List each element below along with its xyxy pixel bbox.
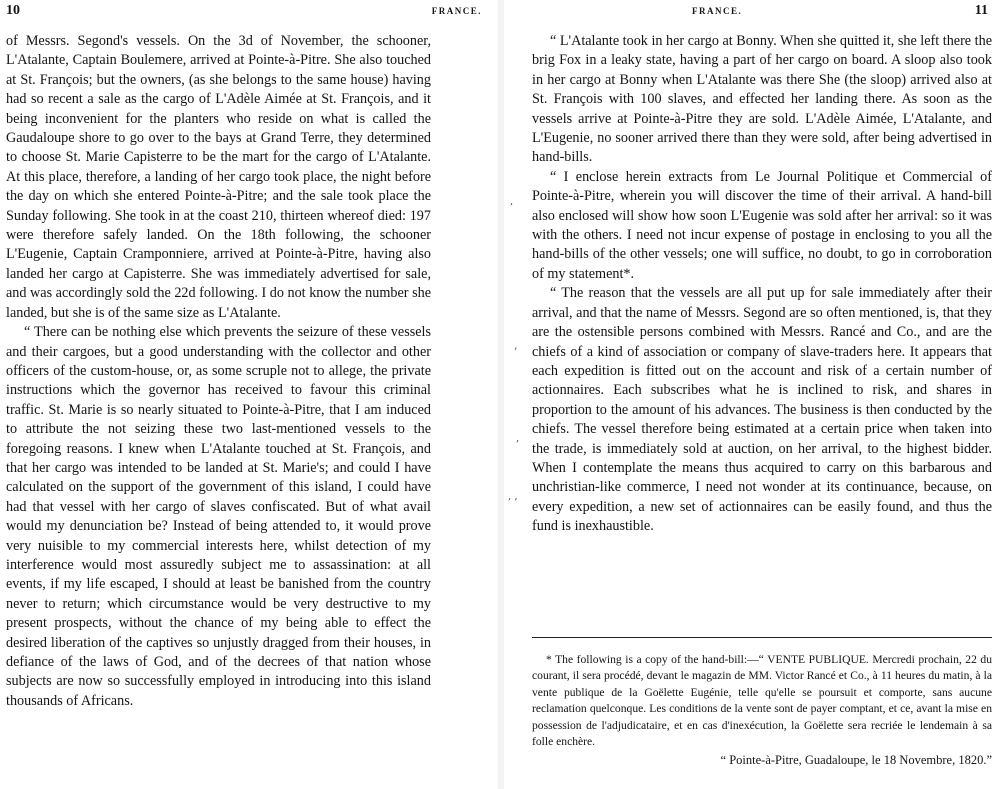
left-paragraph-1: of Messrs. Segond's vessels. On the 3d of November, the schooner, L'Atalante, Captain Boulemere, arrived at Pointe-à-Pitre. She also touched at St. François; but the owners, (as she belongs to the same house) having had so recent a sale as the cargo of L'Adèle Aimée at St. François, and it being inconvenient for the planters who reside on what is called the Gaudaloupe shore to go over to the bays at Grand Terre, they determined to choose St. Marie Capisterre to be the mart for the cargo of L'Atalante. At this place, therefore, a landing of her cargo took place, the night before the day on which she entered Pointe-à-Pitre; and the sale took place the Sunday following. She took in at the coast 210, thirteen whereof died: 197 were therefore safely landed. On the 18th following, the schooner L'Eugenie, Captain Cramponniere, arrived at Pointe-à-Pitre, having also landed her cargo at Capisterre. She was immediately advertised for sale, and was accordingly sold the 22d following. I do not know the number she landed, but she is of the same size as L'Atalante.: [6, 33, 431, 321]
right-body-text: [532, 32, 992, 537]
gutter-mark: ‚ ‚: [508, 491, 518, 502]
left-paragraph-2: “ There can be nothing else which prevents the seizure of these vessels and their cargoes, but a good understanding with the collector and other officers of the custom-house, or, as some scruple not to allege, the private instructions which the governor has received to favour this criminal traffic. St. Marie is so nearly situated to Pointe-à-Pitre, that I am induced to attribute the not seizing these two last-mentioned vessels to the foregoing reasons. I knew when L'Atalante touched at St. François, and that her cargo was intended to be landed at St. Marie's; and could I have calculated on the support of the government of this island, I could have had that vessel with her cargo of slaves confiscated. But of what avail would my denunciation be? Instead of being attended to, it would prove very nuisible to my commercial interests here, whilst detection of my interference would most assuredly subject me to assassination: at all events, if my life escaped, I should at least be banished from the country never to return; which circumstance would be very destructive to my present prospects, without the chance of my being able to effect the desired liberation of the captives so unjustly dragged from their houses, in defiance of the laws of God, and of the decrees of that nation whose subjects are now so successfully employed in introducing into this island thousands of Africans.: [6, 324, 431, 709]
right-page-header: [532, 3, 988, 19]
footnote-dateline: “ Pointe-à-Pitre, Guadaloupe, le 18 Novembre, 1820.”: [720, 753, 992, 768]
gutter-mark: ,: [510, 196, 514, 207]
footnote-text: * The following is a copy of the hand-bill:—“ VENTE PUBLIQUE. Mercredi prochain, 22 du courant, il sera procédé, devant le magazin de MM. Victor Rancé et Co., à 11 heures du matin, à la vente publique de la Goëlette Eugénie, telle qu'elle se poursuit et comporte, sans aucune reclamation quelconque. Les conditions de la vente sont de payer comptant, et ce, avant la mise en possession de l'adjudicataire, et en cas d'inexécution, la Goëlette sera recriée le lendemain à sa folle enchère.: [532, 653, 992, 749]
right-page-number: 11: [974, 3, 988, 18]
left-page-header: [6, 3, 482, 19]
left-page-number: 10: [6, 3, 20, 18]
right-paragraph-2: “ I enclose herein extracts from Le Journal Politique et Commercial of Pointe-à-Pitre, wherein you will discover the time of their arrival. A hand-bill also enclosed will show how soon L'Eugenie was sold after her arrival: so it was with the others. I need not incur expense of postage in enclosing to you all the hand-bills of the other vessels; one will suffice, no doubt, to go in corroboration of my statement*.: [532, 168, 992, 282]
right-page: [504, 0, 1000, 789]
left-page: [0, 0, 498, 789]
left-body-text: [6, 32, 431, 711]
gutter-mark: ’: [514, 347, 518, 358]
footnote: [532, 652, 992, 769]
right-paragraph-3: “ The reason that the vessels are all put up for sale immediately after their arrival, and that the name of Messrs. Segond are so often mentioned, is, that they are the ostensible persons combined with Messrs. Rancé and Co., and are the chiefs of a kind of association or company of slave-traders here. It appears that each expedition is fitted out on the account and risk of a certain number of actionnaires. Each subscribes what he is inclined to risk, and shares in proportion to the amount of his advances. The business is then conducted by the chiefs. The vessel therefore being estimated at a certain price when taken into the trade, is immediately sold at auction, on her arrival, to the highest bidder. When I contemplate the means thus acquired to carry on this barbarous and unchristian-like commerce, I need not wonder at its continuance, because, on every expedition, a new set of actionnaires can be easily found, and thus the fund is inexhaustible.: [532, 285, 992, 535]
footnote-rule: [532, 637, 992, 638]
right-running-head: FRANCE.: [692, 6, 743, 16]
left-running-head: FRANCE.: [431, 6, 482, 16]
right-paragraph-1: “ L'Atalante took in her cargo at Bonny. When she quitted it, she left there the brig Fox in a leaky state, having a part of her cargo on board. A sloop also took in her cargo at Bonny when L'Atalante was there She (the sloop) arrived also at St. François with 100 slaves, and effected her landing there. As soon as the vessels arrive at Pointe-à-Pitre they are sold. L'Adèle Aimée, L'Atalante, and L'Eugenie, no sooner arrived there than they were sold, after being advertised in hand-bills.: [532, 33, 992, 166]
gutter-mark: ‚: [516, 433, 520, 444]
